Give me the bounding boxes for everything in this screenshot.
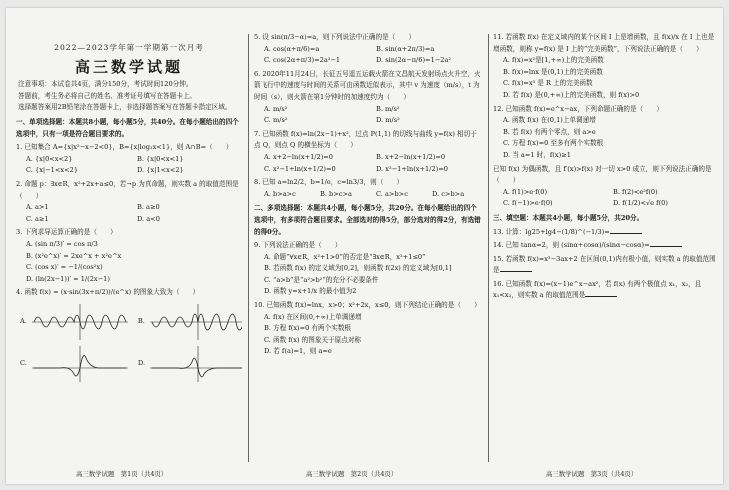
question-15-text: 15. 若函数 f(x)=x³−3ax+2 在区间(0,1)内有极小值，则实数 a 的取值范围是 bbox=[493, 254, 716, 275]
options-row bbox=[16, 202, 242, 214]
question-3: 3. 下列求导运算正确的是（ ） bbox=[16, 228, 117, 237]
graph-option-c[interactable] bbox=[20, 344, 130, 384]
option-d[interactable]: D. c>b>a bbox=[432, 189, 465, 198]
option-b[interactable]: B. f(x)=lnx 是(0,1)上的完美函数 bbox=[503, 67, 603, 76]
question-16 bbox=[493, 279, 717, 302]
options-row bbox=[493, 198, 717, 210]
options-row bbox=[16, 214, 242, 226]
options-row bbox=[16, 154, 242, 166]
option-b[interactable]: B. b>c>a bbox=[320, 189, 352, 198]
question-6: 6. 2020年11月24日，长征五号遥五运载火箭在文昌航天发射场点火升空，火箭飞行中的速度与时间的关系可由函数近似表示，其中 v 为速度（m/s），t 为时间（s），则火箭在第1分钟时的加速度约为（ ） bbox=[254, 69, 481, 101]
option-c[interactable]: C. 方程 f(x)=0 至多有两个实数根 bbox=[503, 139, 604, 148]
option-a[interactable]: A. f(x) 在区间(0,+∞)上单调递增 bbox=[264, 312, 362, 321]
question-8: 8. 已知 a=ln2/2，b=1/e，c=ln3/3，则（ ） bbox=[254, 178, 404, 187]
answer-blank[interactable] bbox=[500, 265, 532, 272]
options-row bbox=[16, 165, 242, 177]
graph-label: B. bbox=[137, 317, 145, 326]
column-3 bbox=[493, 30, 717, 466]
option-a[interactable]: A. x+2−ln(x+1/2)=0 bbox=[264, 152, 333, 161]
option-a[interactable]: A. a>1 bbox=[26, 203, 49, 212]
option-a[interactable]: A. b>a>c bbox=[264, 189, 296, 198]
option-a[interactable]: A. 命题“∀x∈R，x²+1>0”的否定是“∃x∈R，x²+1≤0” bbox=[264, 252, 426, 261]
graph-label: C. bbox=[20, 359, 27, 368]
option-c[interactable]: C. x²−1+ln(x+1/2)=0 bbox=[264, 164, 336, 173]
question-12: 12. 已知函数 f(x)=e^x−ax，下列命题正确的是（ ） bbox=[493, 104, 663, 113]
exam-sheet bbox=[6, 8, 723, 484]
option-a[interactable]: A. m/s² bbox=[264, 104, 288, 113]
options-row bbox=[254, 115, 482, 127]
option-a[interactable]: A. 函数 f(x) 在(0,1)上单调递增 bbox=[503, 116, 596, 125]
option-b[interactable]: B. x+2−ln(x+1/2)=0 bbox=[376, 152, 446, 161]
option-b[interactable]: B. 若函数 f(x) 的定义域为[0,2]，则函数 f(2x) 的定义域为[0,1] bbox=[264, 264, 452, 273]
options-row bbox=[254, 104, 482, 116]
question-16-text: 16. 已知函数 f(x)=(x−1)e^x−ax²，若 f(x) 有两个极值点 x₁，x₂，且 x₁<x₂，则实数 a 的取值范围是 bbox=[493, 279, 702, 300]
section-title: 三、填空题：本题共4小题，每小题5分，共20分。 bbox=[493, 213, 644, 222]
option-c[interactable]: C. f(−1)>e·f(0) bbox=[503, 199, 553, 208]
column-divider bbox=[248, 34, 249, 462]
option-b[interactable]: B. sin(α+2π/3)=a bbox=[376, 44, 435, 53]
graph-d-plot bbox=[148, 344, 242, 384]
graph-option-d[interactable] bbox=[138, 344, 242, 384]
option-a[interactable]: A. f(x)=x²是[1,+∞)上的完美函数 bbox=[503, 56, 604, 65]
graph-label: A. bbox=[20, 317, 27, 326]
graph-option-a[interactable] bbox=[20, 302, 130, 342]
graph-c-plot bbox=[30, 344, 130, 384]
option-b[interactable]: B. (x²e^x)′ = 2xe^x + x²e^x bbox=[26, 251, 122, 260]
option-a[interactable]: A. cos(α+π/6)=a bbox=[264, 44, 320, 53]
question-12-extra: 已知 f(x) 为偶函数，且 f′(x)>f(x) 对一切 x>0 成立，则下列说法正确的是（ ） bbox=[493, 164, 712, 185]
options-row bbox=[254, 44, 482, 56]
answer-blank[interactable] bbox=[610, 227, 642, 234]
question-13 bbox=[493, 227, 717, 239]
column-1 bbox=[16, 30, 242, 466]
option-d[interactable]: D. (ln(2x−1))′ = 1/(2x−1) bbox=[26, 274, 110, 283]
option-d[interactable]: D. 函数 y=x+1/x 的最小值为2 bbox=[264, 287, 357, 296]
option-b[interactable]: B. {x|0<x<1} bbox=[137, 154, 184, 163]
option-d[interactable]: D. f(1/2)<√e f(0) bbox=[613, 199, 668, 208]
column-2 bbox=[254, 30, 482, 466]
question-14-text: 14. 已知 tanα=2，则 (sinα+cosα)/(sinα−cosα)= bbox=[493, 241, 650, 250]
option-d[interactable]: D. 若 f(a)=1，则 a=e bbox=[264, 347, 332, 356]
option-d[interactable]: D. a<0 bbox=[137, 214, 160, 223]
answer-graphs bbox=[20, 302, 242, 384]
section-title: 一、单项选择题：本题共8小题，每小题5分，共40分。在每小题给出的四个选项中，只有一项是符合题目要求的。 bbox=[16, 117, 239, 138]
graph-option-b[interactable] bbox=[138, 302, 242, 342]
exam-header: 2022—2023学年第一学期第一次月考 bbox=[54, 43, 204, 52]
option-b[interactable]: B. m/s² bbox=[376, 104, 400, 113]
question-7: 7. 已知函数 f(x)=ln(2x−1)+x²，过点 P(1,1) 的切线与曲线 y=f(x) 相切于点 Q，则点 Q 的横坐标为（ ） bbox=[254, 129, 477, 150]
option-d[interactable]: D. x²−1+ln(x+1/2)=0 bbox=[376, 164, 448, 173]
page-title: 高三数学试题 bbox=[74, 57, 183, 76]
option-b[interactable]: B. f(2)<e²f(0) bbox=[613, 187, 658, 196]
option-b[interactable]: B. 方程 f(x)=0 有两个实数根 bbox=[264, 324, 352, 333]
notice-line: 注意事项：本试卷共4页，满分150分，考试时间120分钟。 bbox=[18, 80, 193, 89]
option-c[interactable]: C. a>b>c bbox=[376, 189, 408, 198]
question-11: 11. 若函数 f(x) 在定义域内的某个区间 I 上是增函数，且 f(x)/x 在 I 上也是增函数，则称 y=f(x) 是 I 上的“完美函数”，下列说法正确的是（ ） bbox=[493, 33, 715, 53]
option-a[interactable]: A. {x|0<x<2} bbox=[26, 154, 73, 163]
page-footer: 高三数学试题 第3页（共4页） bbox=[546, 470, 638, 478]
column-divider bbox=[488, 34, 489, 462]
options-row bbox=[254, 55, 482, 67]
options-row bbox=[254, 189, 482, 201]
option-c[interactable]: C. (cos x)′ = −1/(cos²x) bbox=[26, 263, 103, 272]
option-d[interactable]: D. {x|1<x<2} bbox=[137, 166, 184, 175]
option-d[interactable]: D. m/s² bbox=[376, 116, 400, 125]
option-c[interactable]: C. a≥1 bbox=[26, 214, 49, 223]
option-c[interactable]: C. f(x)=x³ 是 R 上的完美函数 bbox=[503, 79, 593, 88]
page-footer: 高三数学试题 第2页（共4页） bbox=[306, 470, 398, 478]
option-a[interactable]: A. (sin π/3)′ = cos π/3 bbox=[26, 239, 98, 248]
graph-label: D. bbox=[137, 359, 146, 368]
answer-blank[interactable] bbox=[650, 240, 682, 247]
option-c[interactable]: C. “a>b”是“a²>b²”的充分不必要条件 bbox=[264, 275, 379, 284]
question-14 bbox=[493, 240, 717, 252]
page-footer: 高三数学试题 第1页（共4页） bbox=[76, 470, 168, 478]
graph-a-plot bbox=[30, 302, 130, 342]
option-a[interactable]: A. f(1)>e·f(0) bbox=[503, 187, 548, 196]
section-title: 二、多项选择题：本题共4小题，每小题5分，共20分。在每小题给出的四个选项中，有多项符合题目要求。全部选对的得5分，部分选对的得2分，有选错的得0分。 bbox=[254, 204, 481, 236]
question-13-text: 13. 计算：lg25+lg4−(1/8)^(−1/3)= bbox=[493, 227, 610, 236]
graph-b-plot bbox=[148, 302, 242, 342]
question-5: 5. 设 sin(π/3−α)=a，则下列说法中正确的是（ ） bbox=[254, 33, 416, 41]
notice-line: 答题前，考生务必将自己的姓名、准考证号填写在答题卡上。 bbox=[18, 91, 197, 100]
question-1: 1. 已知集合 A={x|x²−x−2<0}，B={x|log₂x<1}，则 A∩B=（ ） bbox=[16, 143, 233, 152]
question-15 bbox=[493, 254, 717, 277]
option-b[interactable]: B. a≥0 bbox=[137, 203, 160, 212]
question-2: 2. 命题 p：∃x∈R，x²+2x+a≤0，若¬p 为真命题，则实数 a 的取值范围是（ ） bbox=[16, 179, 239, 200]
option-c[interactable]: C. m/s² bbox=[264, 116, 288, 125]
option-d[interactable]: D. sin(2α−π/6)=1−2a² bbox=[376, 56, 452, 65]
option-d[interactable]: D. 当 a=1 时，f(x)≥1 bbox=[503, 150, 571, 159]
options-row bbox=[254, 152, 482, 164]
answer-blank[interactable] bbox=[585, 290, 617, 297]
question-10: 10. 已知函数 f(x)=lnx，x>0；x²+2x，x≤0，则下列结论正确的是（ ） bbox=[254, 301, 481, 310]
question-9: 9. 下列说法正确的是（ ） bbox=[254, 241, 342, 250]
option-c[interactable]: C. 函数 f(x) 的图象关于原点对称 bbox=[264, 335, 362, 344]
question-4: 4. 函数 f(x) = (x·sin(3x+π/2))/(e^x) 的图象大致为（ ） bbox=[16, 288, 200, 297]
notice-line: 选择题答案用2B铅笔涂在答题卡上，非选择题答案写在答题卡指定区域。 bbox=[18, 103, 232, 112]
option-b[interactable]: B. 若 f(x) 有两个零点，则 a>e bbox=[503, 127, 596, 136]
option-c[interactable]: C. {x|−1<x<2} bbox=[26, 166, 79, 175]
option-c[interactable]: C. cos(2α+π/3)=2a²−1 bbox=[264, 56, 341, 65]
option-d[interactable]: D. 若 f(x) 是(0,+∞)上的完美函数，则 f(x)>0 bbox=[503, 90, 640, 99]
options-row bbox=[493, 187, 717, 199]
options-row bbox=[254, 164, 482, 176]
